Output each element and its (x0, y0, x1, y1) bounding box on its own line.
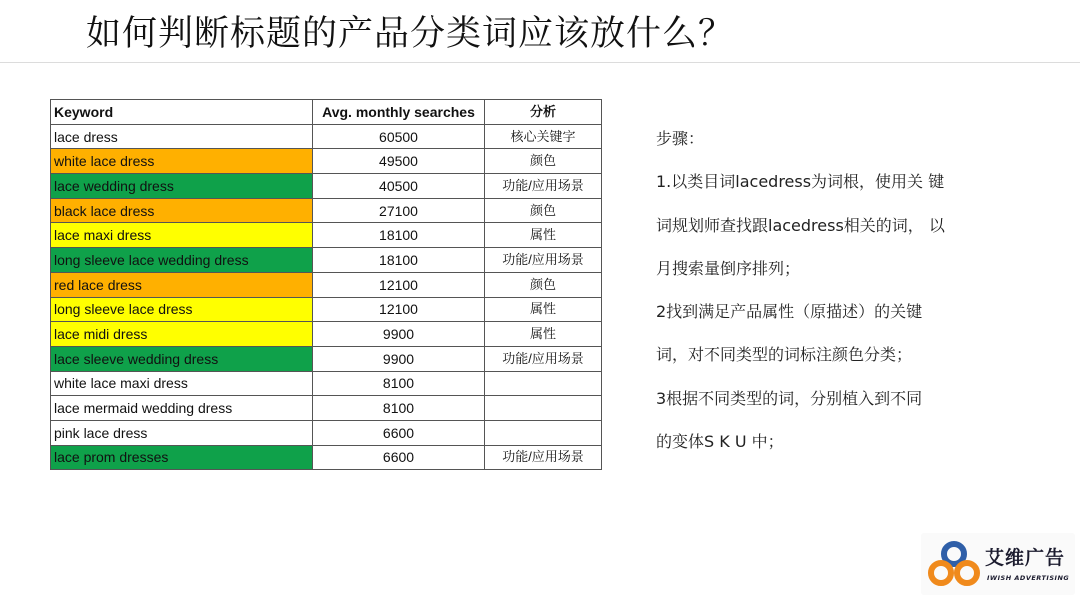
searches-cell: 27100 (313, 198, 485, 223)
steps-line: 词规划师查找跟lacedress相关的词， 以 (656, 215, 945, 235)
analysis-cell (485, 396, 602, 421)
searches-cell: 40500 (313, 174, 485, 199)
analysis-cell: 功能/应用场景 (485, 346, 602, 371)
header-analysis: 分析 (485, 100, 602, 125)
searches-cell: 12100 (313, 272, 485, 297)
keyword-table (50, 99, 602, 470)
searches-cell: 18100 (313, 223, 485, 248)
table-row (51, 124, 602, 149)
keyword-cell: white lace dress (51, 149, 313, 174)
analysis-cell: 属性 (485, 223, 602, 248)
analysis-cell: 颜色 (485, 272, 602, 297)
table-row (51, 248, 602, 273)
header-keyword: Keyword (51, 100, 313, 125)
searches-cell: 49500 (313, 149, 485, 174)
keyword-cell: red lace dress (51, 272, 313, 297)
table-row (51, 420, 602, 445)
three-circles-logo-icon (925, 539, 983, 591)
steps-line: 2找到满足产品属性（原描述）的关键 (656, 302, 923, 322)
table-header-row (51, 100, 602, 125)
keyword-cell: lace dress (51, 124, 313, 149)
steps-line: 3根据不同类型的词，分别植入到不同 (656, 388, 923, 408)
table-body (51, 124, 602, 470)
searches-cell: 6600 (313, 420, 485, 445)
table-row (51, 223, 602, 248)
analysis-cell: 功能/应用场景 (485, 445, 602, 470)
searches-cell: 8100 (313, 396, 485, 421)
steps-line: 1.以类目词lacedress为词根，使用关 键 (656, 172, 945, 192)
searches-cell: 9900 (313, 346, 485, 371)
steps-text (656, 126, 996, 472)
table-row (51, 322, 602, 347)
logo-name-en: IWISH ADVERTISING (987, 574, 1070, 582)
company-logo (921, 533, 1075, 595)
analysis-cell: 属性 (485, 297, 602, 322)
searches-cell: 9900 (313, 322, 485, 347)
steps-line: 月搜索量倒序排列； (656, 258, 801, 278)
analysis-cell (485, 371, 602, 396)
searches-cell: 6600 (313, 445, 485, 470)
analysis-cell (485, 420, 602, 445)
searches-cell: 8100 (313, 371, 485, 396)
table-row (51, 445, 602, 470)
analysis-cell: 颜色 (485, 149, 602, 174)
keyword-cell: lace maxi dress (51, 223, 313, 248)
analysis-cell: 核心关键字 (485, 124, 602, 149)
analysis-cell: 颜色 (485, 198, 602, 223)
searches-cell: 60500 (313, 124, 485, 149)
keyword-cell: long sleeve lace wedding dress (51, 248, 313, 273)
table-row (51, 174, 602, 199)
steps-heading: 步骤： (656, 129, 705, 148)
keyword-cell: lace sleeve wedding dress (51, 346, 313, 371)
keyword-cell: white lace maxi dress (51, 371, 313, 396)
steps-line: 的变体S K U 中； (656, 432, 784, 452)
table-row (51, 371, 602, 396)
table-row (51, 198, 602, 223)
keyword-cell: lace midi dress (51, 322, 313, 347)
logo-name-cn: 艾维广告 (985, 547, 1066, 569)
keyword-cell: long sleeve lace dress (51, 297, 313, 322)
table-row (51, 297, 602, 322)
analysis-cell: 属性 (485, 322, 602, 347)
keyword-cell: lace mermaid wedding dress (51, 396, 313, 421)
analysis-cell: 功能/应用场景 (485, 248, 602, 273)
keyword-cell: lace wedding dress (51, 174, 313, 199)
table-row (51, 346, 602, 371)
table-row (51, 396, 602, 421)
analysis-cell: 功能/应用场景 (485, 174, 602, 199)
keyword-cell: black lace dress (51, 198, 313, 223)
table-row (51, 272, 602, 297)
searches-cell: 18100 (313, 248, 485, 273)
slide-title: 如何判断标题的产品分类词应该放什么？ (86, 14, 735, 54)
keyword-cell: pink lace dress (51, 420, 313, 445)
title-divider (0, 62, 1080, 63)
table-row (51, 149, 602, 174)
header-searches: Avg. monthly searches (313, 100, 485, 125)
keyword-cell: lace prom dresses (51, 445, 313, 470)
steps-line: 词，对不同类型的词标注颜色分类； (656, 345, 913, 365)
searches-cell: 12100 (313, 297, 485, 322)
